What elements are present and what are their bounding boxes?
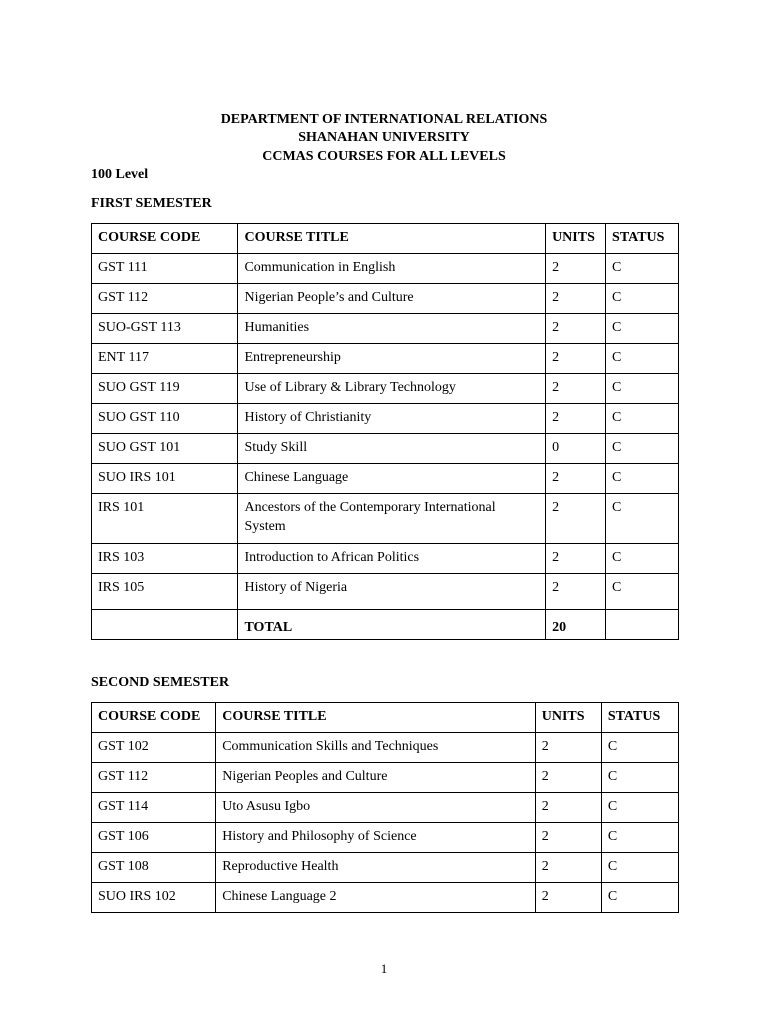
university-name: SHANAHAN UNIVERSITY bbox=[298, 130, 470, 145]
course-status: C bbox=[606, 494, 679, 544]
second-semester-table bbox=[91, 702, 679, 913]
total-row bbox=[92, 610, 679, 640]
course-title: Communication Skills and Techniques bbox=[216, 733, 536, 763]
column-header-units: UNITS bbox=[546, 224, 606, 254]
course-status: C bbox=[601, 793, 678, 823]
column-header-units: UNITS bbox=[535, 703, 601, 733]
course-status: C bbox=[606, 254, 679, 284]
table-row bbox=[92, 464, 679, 494]
table-row bbox=[92, 494, 679, 544]
table-row bbox=[92, 883, 679, 913]
table-row bbox=[92, 544, 679, 574]
table-row bbox=[92, 574, 679, 610]
course-title: Humanities bbox=[238, 314, 546, 344]
course-title: Entrepreneurship bbox=[238, 344, 546, 374]
course-title: Communication in English bbox=[238, 254, 546, 284]
course-title: Ancestors of the Contemporary International System bbox=[238, 494, 546, 544]
course-status: C bbox=[606, 314, 679, 344]
course-status: C bbox=[606, 574, 679, 610]
course-units: 2 bbox=[546, 314, 606, 344]
course-code: SUO IRS 102 bbox=[92, 883, 216, 913]
course-status: C bbox=[606, 344, 679, 374]
course-status: C bbox=[601, 763, 678, 793]
course-status: C bbox=[601, 883, 678, 913]
department-title: DEPARTMENT OF INTERNATIONAL RELATIONS bbox=[220, 112, 548, 127]
course-title: History and Philosophy of Science bbox=[216, 823, 536, 853]
course-code: GST 108 bbox=[92, 853, 216, 883]
table-row bbox=[92, 374, 679, 404]
course-units: 2 bbox=[546, 284, 606, 314]
course-code: IRS 105 bbox=[92, 574, 238, 610]
column-header-course-code: COURSE CODE bbox=[92, 703, 216, 733]
first-semester-title: FIRST SEMESTER bbox=[91, 196, 212, 211]
table-row bbox=[92, 344, 679, 374]
column-header-status: STATUS bbox=[601, 703, 678, 733]
table-row bbox=[92, 314, 679, 344]
course-units: 2 bbox=[535, 733, 601, 763]
course-title: Chinese Language bbox=[238, 464, 546, 494]
table-row bbox=[92, 763, 679, 793]
course-code: GST 112 bbox=[92, 763, 216, 793]
course-status: C bbox=[606, 374, 679, 404]
course-units: 2 bbox=[546, 544, 606, 574]
course-status: C bbox=[601, 853, 678, 883]
course-status: C bbox=[601, 823, 678, 853]
course-status: C bbox=[606, 404, 679, 434]
course-units: 2 bbox=[546, 344, 606, 374]
course-status: C bbox=[606, 434, 679, 464]
course-units: 2 bbox=[535, 823, 601, 853]
course-title: Chinese Language 2 bbox=[216, 883, 536, 913]
course-units: 2 bbox=[546, 254, 606, 284]
course-code: GST 102 bbox=[92, 733, 216, 763]
course-title: Introduction to African Politics bbox=[238, 544, 546, 574]
table-row bbox=[92, 434, 679, 464]
course-units: 2 bbox=[546, 374, 606, 404]
course-units: 2 bbox=[535, 763, 601, 793]
course-code: SUO GST 101 bbox=[92, 434, 238, 464]
course-status: C bbox=[601, 733, 678, 763]
course-units: 2 bbox=[535, 883, 601, 913]
course-status: C bbox=[606, 284, 679, 314]
table-row bbox=[92, 823, 679, 853]
table-row bbox=[92, 853, 679, 883]
course-title: History of Nigeria bbox=[238, 574, 546, 610]
column-header-course-code: COURSE CODE bbox=[92, 224, 238, 254]
course-title: History of Christianity bbox=[238, 404, 546, 434]
column-header-course-title: COURSE TITLE bbox=[216, 703, 536, 733]
table-row bbox=[92, 284, 679, 314]
course-units: 2 bbox=[535, 793, 601, 823]
total-empty-cell bbox=[92, 610, 238, 640]
second-semester-title: SECOND SEMESTER bbox=[91, 675, 230, 690]
course-status: C bbox=[606, 544, 679, 574]
course-title: Nigerian People’s and Culture bbox=[238, 284, 546, 314]
course-code: ENT 117 bbox=[92, 344, 238, 374]
course-title: Uto Asusu Igbo bbox=[216, 793, 536, 823]
course-title: Reproductive Health bbox=[216, 853, 536, 883]
course-title: Study Skill bbox=[238, 434, 546, 464]
table-row bbox=[92, 254, 679, 284]
course-units: 2 bbox=[546, 494, 606, 544]
first-semester-table bbox=[91, 223, 679, 640]
column-header-status: STATUS bbox=[606, 224, 679, 254]
table-header-row bbox=[92, 703, 679, 733]
course-units: 2 bbox=[535, 853, 601, 883]
course-units: 0 bbox=[546, 434, 606, 464]
course-code: IRS 101 bbox=[92, 494, 238, 544]
course-code: IRS 103 bbox=[92, 544, 238, 574]
table-row bbox=[92, 733, 679, 763]
course-code: GST 112 bbox=[92, 284, 238, 314]
course-code: GST 114 bbox=[92, 793, 216, 823]
course-units: 2 bbox=[546, 404, 606, 434]
course-code: GST 106 bbox=[92, 823, 216, 853]
course-code: GST 111 bbox=[92, 254, 238, 284]
document-subtitle: CCMAS COURSES FOR ALL LEVELS bbox=[262, 149, 506, 164]
total-status-empty-cell bbox=[606, 610, 679, 640]
level-label: 100 Level bbox=[91, 167, 149, 182]
course-units: 2 bbox=[546, 574, 606, 610]
course-code: SUO-GST 113 bbox=[92, 314, 238, 344]
column-header-course-title: COURSE TITLE bbox=[238, 224, 546, 254]
table-row bbox=[92, 793, 679, 823]
table-header-row bbox=[92, 224, 679, 254]
course-code: SUO IRS 101 bbox=[92, 464, 238, 494]
course-code: SUO GST 110 bbox=[92, 404, 238, 434]
course-title: Use of Library & Library Technology bbox=[238, 374, 546, 404]
course-title: Nigerian Peoples and Culture bbox=[216, 763, 536, 793]
total-label: TOTAL bbox=[238, 610, 546, 640]
course-code: SUO GST 119 bbox=[92, 374, 238, 404]
table-row bbox=[92, 404, 679, 434]
course-status: C bbox=[606, 464, 679, 494]
page-number: 1 bbox=[380, 961, 388, 976]
total-units: 20 bbox=[546, 610, 606, 640]
course-units: 2 bbox=[546, 464, 606, 494]
